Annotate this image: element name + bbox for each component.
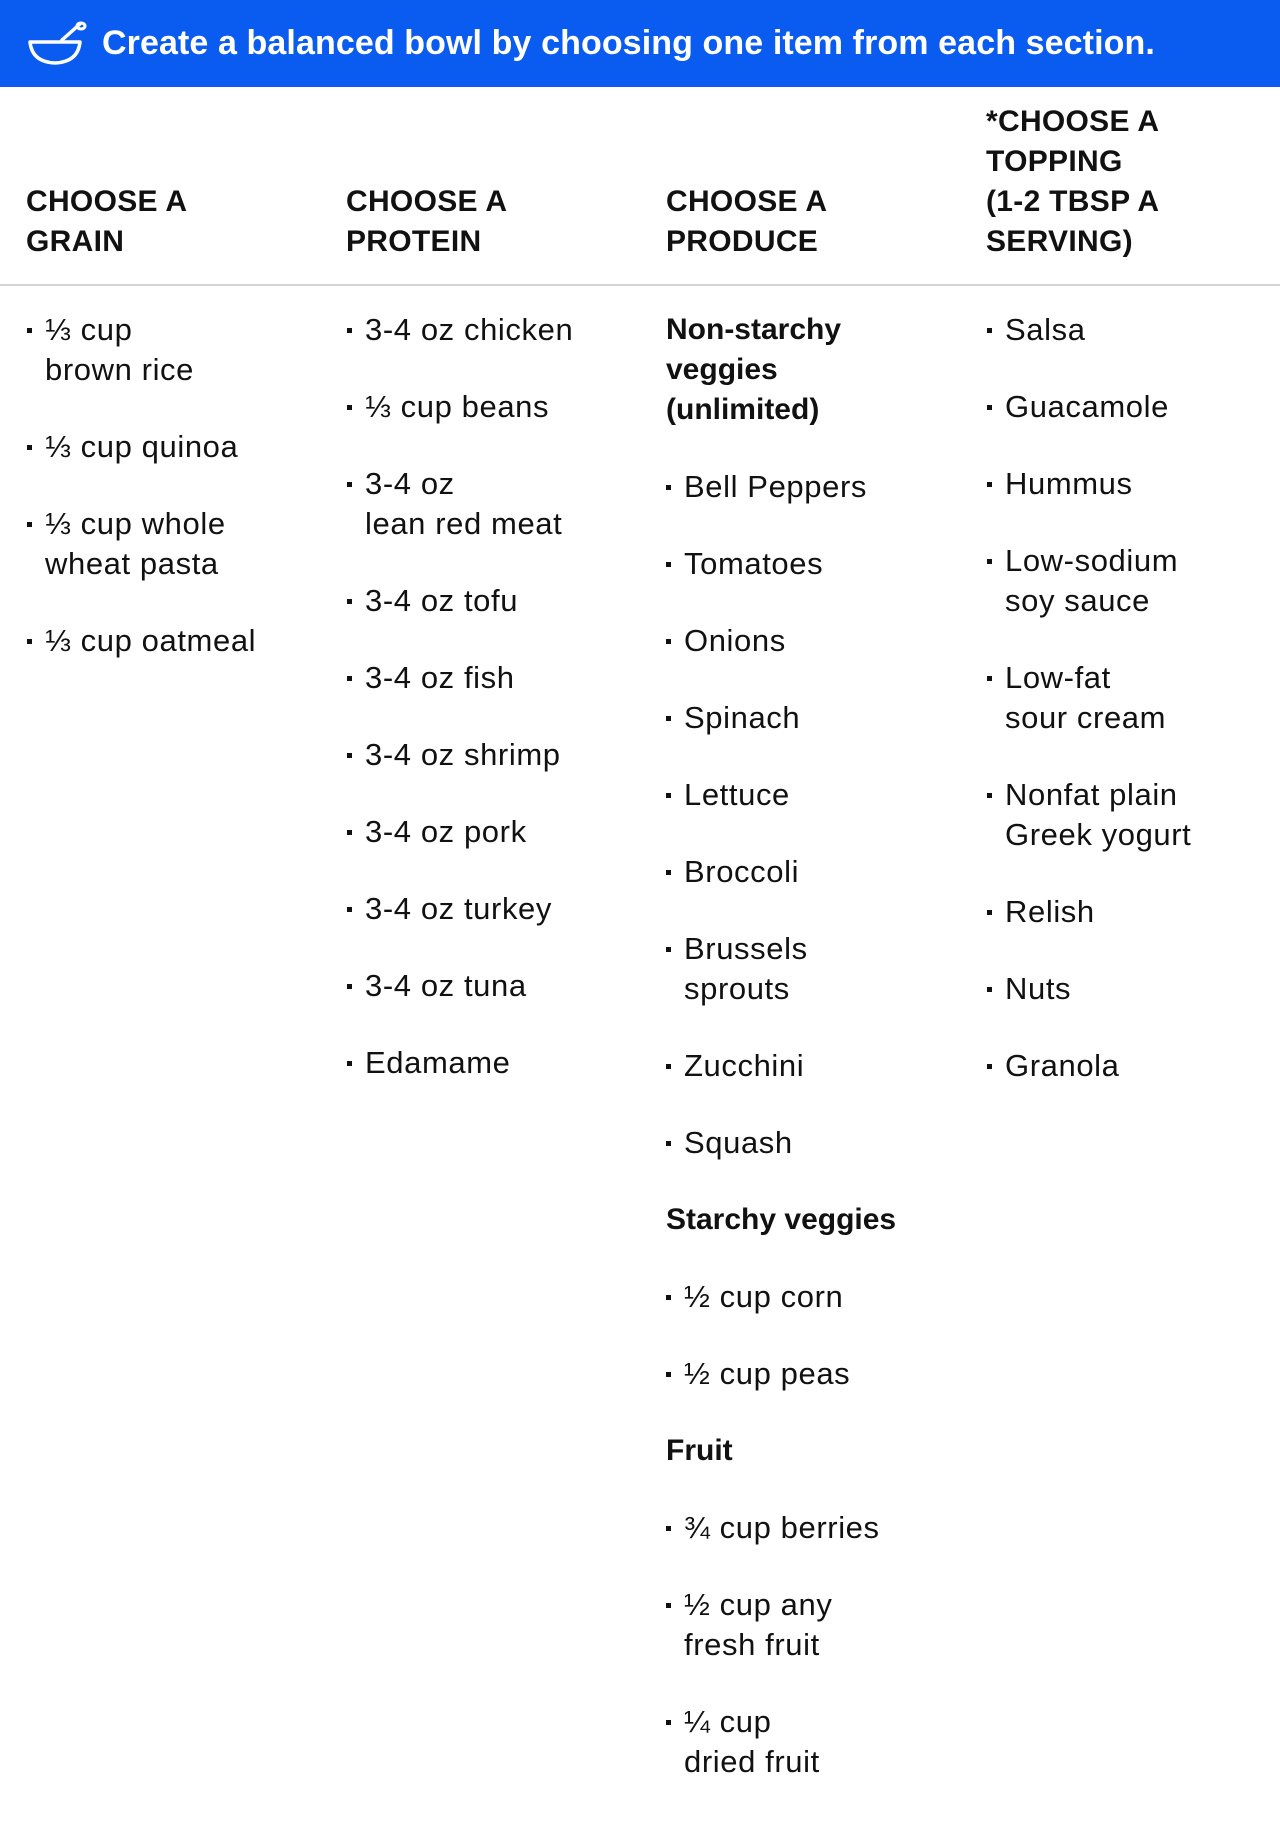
list-item: 3-4 oz fish — [347, 658, 647, 698]
bullet-icon — [666, 793, 671, 798]
starchy-subheading: Starchy veggies — [666, 1203, 897, 1236]
bullet-icon — [987, 793, 992, 798]
protein-heading: CHOOSE A PROTEIN — [346, 185, 508, 258]
bullet-icon — [666, 1064, 671, 1069]
grain-heading: CHOOSE A GRAIN — [26, 185, 188, 258]
bullet-icon — [347, 907, 352, 912]
list-item: 3-4 oz chicken — [347, 310, 647, 350]
list-item: ½ cup peas — [666, 1354, 966, 1394]
title-banner — [0, 0, 1280, 87]
bullet-icon — [27, 522, 32, 527]
list-item: 3-4 oz tofu — [347, 581, 647, 621]
list-item: Zucchini — [666, 1046, 966, 1086]
bullet-icon — [27, 445, 32, 450]
bowl-icon — [26, 20, 88, 68]
list-item: ½ cup corn — [666, 1277, 966, 1317]
bullet-icon — [347, 405, 352, 410]
bullet-icon — [666, 1720, 671, 1725]
bullet-icon — [347, 328, 352, 333]
produce-list — [666, 310, 966, 1819]
produce-heading: CHOOSE A PRODUCE — [666, 185, 828, 258]
bullet-icon — [666, 639, 671, 644]
bullet-icon — [666, 1141, 671, 1146]
fruit-subheading: Fruit — [666, 1434, 733, 1467]
bullet-icon — [987, 676, 992, 681]
list-item: Low-fat sour cream — [987, 658, 1277, 738]
list-item: ⅓ cup beans — [347, 387, 647, 427]
list-item: Low-sodium soy sauce — [987, 541, 1277, 621]
bullet-icon — [347, 830, 352, 835]
bullet-icon — [347, 1061, 352, 1066]
list-item: Spinach — [666, 698, 966, 738]
bullet-icon — [666, 562, 671, 567]
list-item: ⅓ cup whole wheat pasta — [27, 504, 327, 584]
list-item: Salsa — [987, 310, 1277, 350]
list-item: Edamame — [347, 1043, 647, 1083]
list-item: Bell Peppers — [666, 467, 966, 507]
bullet-icon — [27, 328, 32, 333]
list-item: Lettuce — [666, 775, 966, 815]
bullet-icon — [666, 1295, 671, 1300]
list-item: 3-4 oz pork — [347, 812, 647, 852]
list-item: ⅓ cup brown rice — [27, 310, 327, 390]
protein-list — [347, 310, 647, 1120]
list-item: 3-4 oz lean red meat — [347, 464, 647, 544]
list-item: Tomatoes — [666, 544, 966, 584]
bullet-icon — [666, 1526, 671, 1531]
bullet-icon — [347, 984, 352, 989]
bullet-icon — [347, 676, 352, 681]
bullet-icon — [666, 716, 671, 721]
topping-list — [987, 310, 1277, 1123]
bullet-icon — [987, 328, 992, 333]
bullet-icon — [347, 753, 352, 758]
list-item: Onions — [666, 621, 966, 661]
bullet-icon — [987, 910, 992, 915]
bullet-icon — [666, 870, 671, 875]
bullet-icon — [666, 947, 671, 952]
list-item: Relish — [987, 892, 1277, 932]
nonstarchy-subheading: Non-starchy veggies (unlimited) — [666, 313, 842, 426]
bullet-icon — [987, 405, 992, 410]
bullet-icon — [666, 485, 671, 490]
list-item: Guacamole — [987, 387, 1277, 427]
column-header-row — [0, 87, 1280, 286]
grain-list — [27, 310, 327, 698]
list-item: ¾ cup berries — [666, 1508, 966, 1548]
list-item: Hummus — [987, 464, 1277, 504]
list-item: 3-4 oz shrimp — [347, 735, 647, 775]
bullet-icon — [987, 482, 992, 487]
list-item: Squash — [666, 1123, 966, 1163]
topping-heading: *CHOOSE A TOPPING (1-2 TBSP A SERVING) — [986, 105, 1160, 258]
list-item: Brussels sprouts — [666, 929, 966, 1009]
list-item: 3-4 oz turkey — [347, 889, 647, 929]
bullet-icon — [666, 1372, 671, 1377]
bullet-icon — [27, 639, 32, 644]
bullet-icon — [666, 1603, 671, 1608]
list-item: Broccoli — [666, 852, 966, 892]
list-item: Granola — [987, 1046, 1277, 1086]
list-item: Nuts — [987, 969, 1277, 1009]
list-item: ⅓ cup quinoa — [27, 427, 327, 467]
list-item: ¼ cup dried fruit — [666, 1702, 966, 1782]
bullet-icon — [987, 559, 992, 564]
bullet-icon — [987, 987, 992, 992]
bullet-icon — [347, 482, 352, 487]
list-item: 3-4 oz tuna — [347, 966, 647, 1006]
banner-title: Create a balanced bowl by choosing one item from each section. — [102, 24, 1155, 62]
bullet-icon — [347, 599, 352, 604]
bullet-icon — [987, 1064, 992, 1069]
list-item: ⅓ cup oatmeal — [27, 621, 327, 661]
list-item: Nonfat plain Greek yogurt — [987, 775, 1277, 855]
list-item: ½ cup any fresh fruit — [666, 1585, 966, 1665]
